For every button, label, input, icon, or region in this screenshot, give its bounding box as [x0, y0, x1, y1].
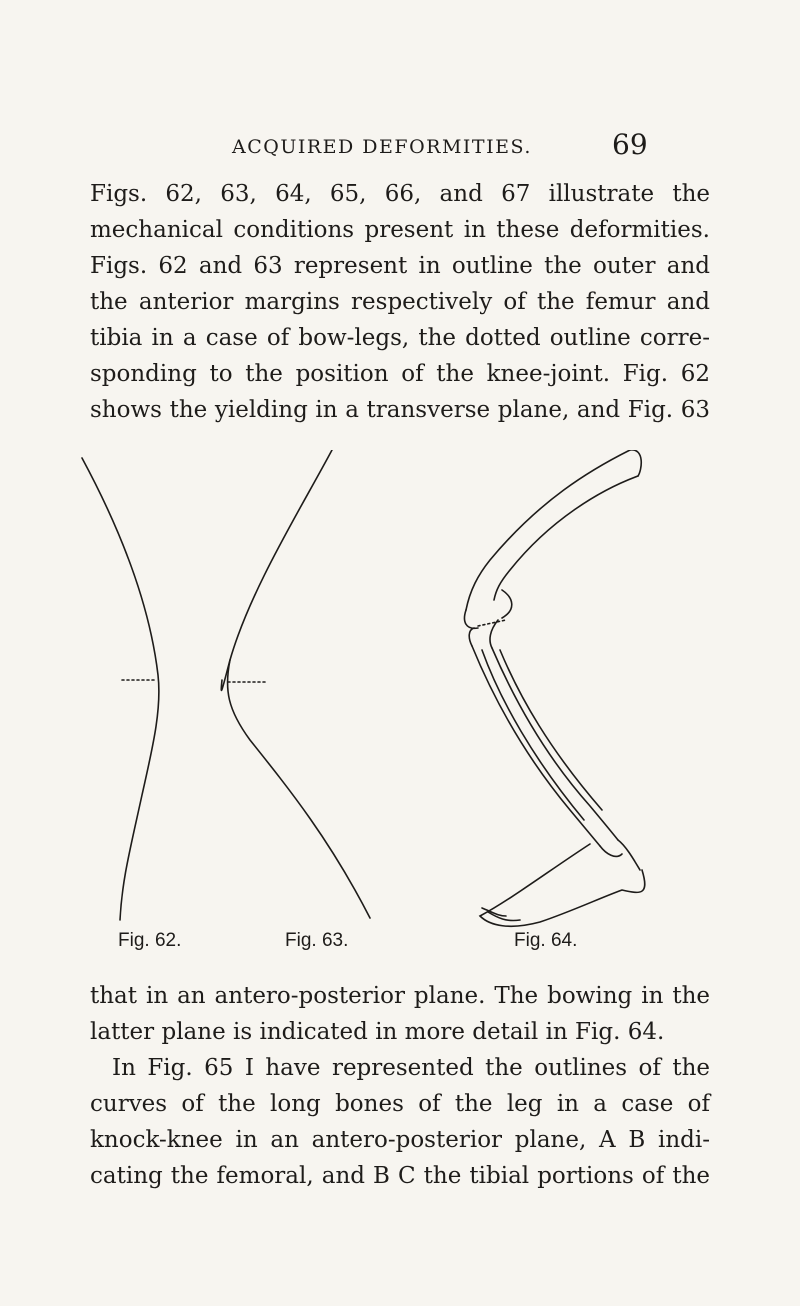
paragraph-intro	[90, 176, 710, 428]
text-line: curves of the long bones of the leg in a case of	[90, 1091, 710, 1117]
text-line: Figs. 62, 63, 64, 65, 66, and 67 illustrate the	[90, 181, 710, 207]
running-title: ACQUIRED DEFORMITIES.	[232, 136, 532, 158]
bone-outline-figures	[70, 450, 730, 950]
text-line: mechanical conditions present in these deformities.	[90, 217, 710, 243]
fig-63-drawing	[221, 450, 370, 918]
text-line: tibia in a case of bow-legs, the dotted outline corre-	[90, 325, 710, 351]
paragraph-continuation	[90, 978, 710, 1050]
fig-62-drawing	[82, 458, 159, 920]
figure-caption: Fig. 62.	[118, 930, 182, 951]
page-number: 69	[612, 128, 648, 161]
text-line: cating the femoral, and B C the tibial portions of the	[90, 1163, 710, 1189]
text-line: sponding to the position of the knee-joint. Fig. 62	[90, 361, 710, 387]
text-line: knock-knee in an antero-posterior plane, A B indi-	[90, 1127, 710, 1153]
text-line: that in an antero-posterior plane. The bowing in the	[90, 983, 710, 1009]
text-line: latter plane is indicated in more detail in Fig. 64.	[90, 1019, 665, 1045]
text-line: In Fig. 65 I have represented the outlines of the	[112, 1055, 710, 1081]
text-line: Figs. 62 and 63 represent in outline the outer and	[90, 253, 710, 279]
fig-64-drawing	[465, 450, 645, 926]
paragraph-knock-knee	[90, 1050, 710, 1194]
figure-caption: Fig. 64.	[514, 930, 578, 951]
text-line: shows the yielding in a transverse plane, and Fig. 63	[90, 397, 710, 423]
text-line: the anterior margins respectively of the femur and	[90, 289, 710, 315]
figure-caption: Fig. 63.	[285, 930, 349, 951]
